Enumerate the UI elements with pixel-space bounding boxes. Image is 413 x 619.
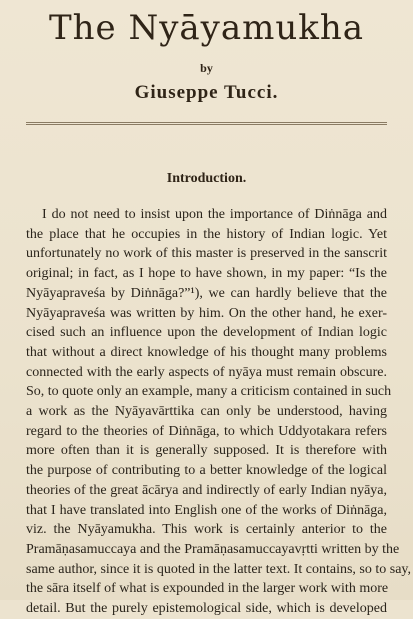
text-line: that without a direct knowledge of his thought many problems	[26, 344, 387, 360]
byline-label: by	[200, 61, 213, 75]
text-line: Nyāyapraveśa was written by him. On the other hand, he exer-	[26, 305, 387, 321]
text-line: I do not need to insist upon the importance of Diṅnāga and	[42, 207, 387, 222]
text-line: more often than it is generally supposed. It is therefore with	[26, 443, 387, 459]
text-line: So, to quote only an example, many a criticism contained in such	[26, 384, 392, 400]
top-divider-inner	[26, 124, 387, 125]
text-line: theories of the great ācārya and indirectly of early Indian nyāya,	[26, 482, 387, 498]
section-heading: Introduction.	[166, 171, 247, 186]
text-line: viz. the Nyāyamukha. This work is certainly anterior to the	[26, 522, 387, 538]
text-line: detail. But the purely epistemological side, which is developed	[26, 601, 387, 617]
body-paragraph	[26, 205, 411, 619]
text-line: same author, since it is quoted in the latter text. It contains, so to say,	[26, 561, 411, 577]
text-line: connected with the early aspects of nyāya must remain obscure.	[26, 364, 387, 380]
text-line: the purpose of contributing to a better knowledge of the logical	[26, 463, 387, 479]
text-line: the sāra itself of what is expounded in the larger work with more	[26, 581, 389, 597]
text-line: that I have translated into English one of the works of Diṅnāga,	[26, 502, 387, 518]
document-title: The Nyāyamukha	[48, 8, 365, 48]
top-divider	[26, 122, 387, 123]
text-line: a work as the Nyāyavārttika can only be understood, having	[26, 404, 387, 420]
text-line: Nyāyapraveśa by Diṅnāga?”¹), we can hardly believe that the	[26, 285, 387, 301]
text-line: unfortunately no work of this master is preserved in the sanscrit	[26, 246, 387, 262]
text-line: the place that he occupies in the history of Indian logic. Yet	[26, 226, 387, 242]
text-line: original; in fact, as I hope to have shown, in my paper: “Is the	[26, 266, 387, 282]
text-line: regard to the theories of Diṅnāga, to which Uddyotakara refers	[26, 423, 387, 439]
text-line: cised such an influence upon the development of Indian logic	[26, 325, 387, 341]
author-name: Giuseppe Tucci.	[134, 82, 279, 103]
text-line: Pramāṇasamuccaya and the Pramāṇasamuccayavṛtti written by the	[26, 541, 400, 557]
